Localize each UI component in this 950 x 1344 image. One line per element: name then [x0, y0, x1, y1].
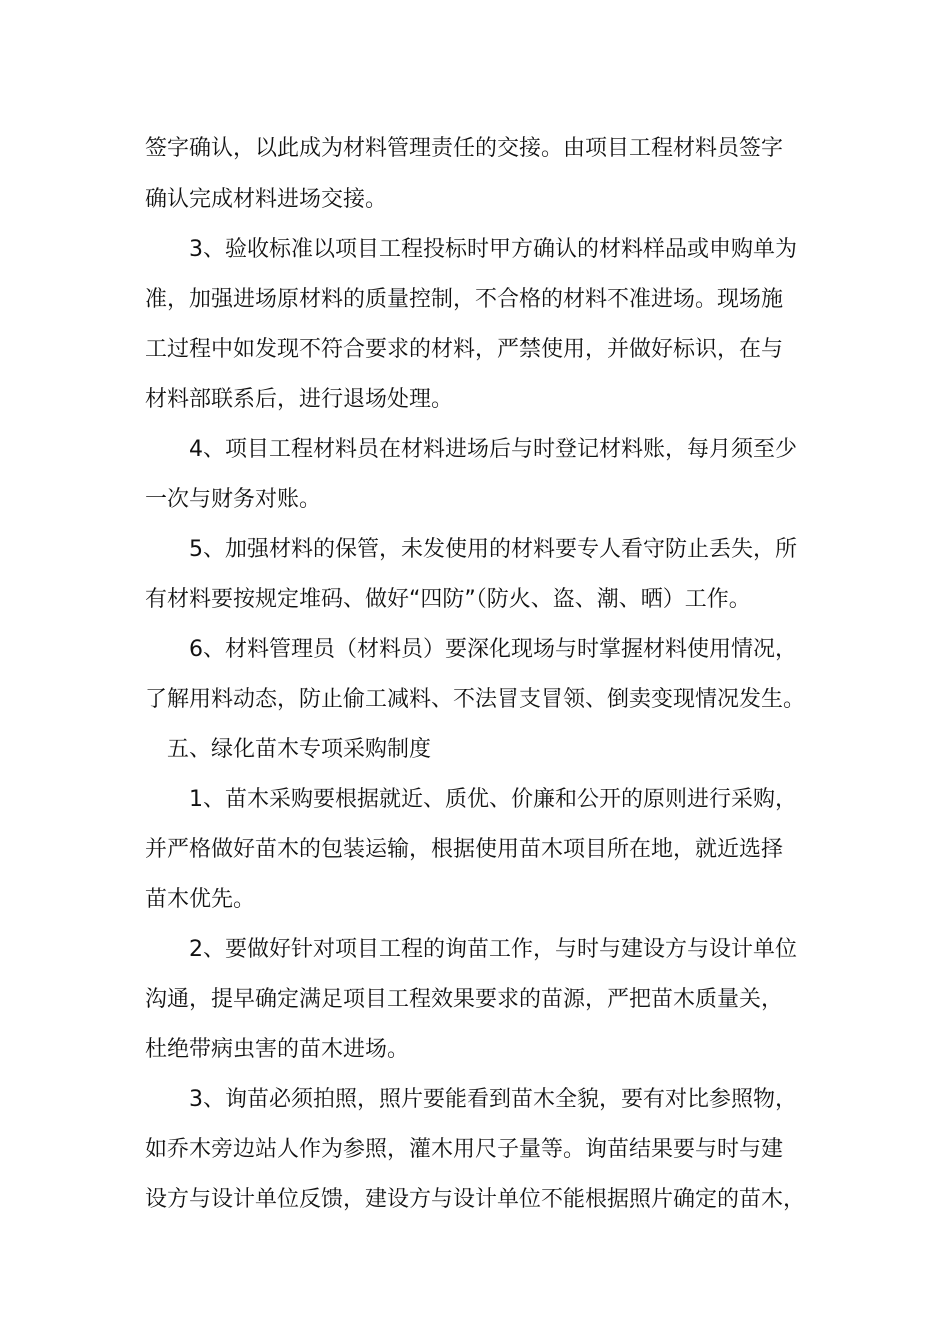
paragraph-line: 了解用料动态，防止偷工减料、不法冒支冒领、倒卖变现情况发生。: [145, 687, 806, 712]
paragraph-line: 4、项目工程材料员在材料进场后与时登记材料账，每月须至少: [189, 437, 797, 462]
paragraph-line: 3、验收标准以项目工程投标时甲方确认的材料样品或申购单为: [189, 237, 797, 262]
paragraph-line: 材料部联系后，进行退场处理。: [145, 387, 454, 412]
paragraph-line: 2、要做好针对项目工程的询苗工作，与时与建设方与设计单位: [189, 937, 797, 962]
paragraph-line: 工过程中如发现不符合要求的材料，严禁使用，并做好标识，在与: [145, 337, 784, 362]
paragraph-line: 3、询苗必须拍照，照片要能看到苗木全貌，要有对比参照物，: [189, 1087, 797, 1112]
paragraph-line: 设方与设计单位反馈，建设方与设计单位不能根据照片确定的苗木，: [145, 1187, 806, 1212]
paragraph-line: 苗木优先。: [145, 887, 256, 912]
paragraph-line: 一次与财务对账。: [145, 487, 322, 512]
paragraph-line: 沟通，提早确定满足项目工程效果要求的苗源，严把苗木质量关，: [145, 987, 784, 1012]
paragraph-line: 确认完成材料进场交接。: [145, 187, 388, 212]
paragraph-line: 如乔木旁边站人作为参照，灌木用尺子量等。询苗结果要与时与建: [145, 1137, 784, 1162]
paragraph-line: 签字确认，以此成为材料管理责任的交接。由项目工程材料员签字: [145, 136, 784, 161]
paragraph-line: 并严格做好苗木的包装运输，根据使用苗木项目所在地，就近选择: [145, 837, 784, 862]
paragraph-line: 5、加强材料的保管，未发使用的材料要专人看守防止丢失，所: [189, 537, 797, 562]
paragraph-line: 1、苗木采购要根据就近、质优、价廉和公开的原则进行采购，: [189, 787, 797, 812]
paragraph-line: 有材料要按规定堆码、做好“四防”（防火、盗、潮、晒）工作。: [145, 587, 751, 612]
paragraph-line: 杜绝带病虫害的苗木进场。: [145, 1037, 410, 1062]
paragraph-line: 准，加强进场原材料的质量控制，不合格的材料不准进场。现场施: [145, 287, 784, 312]
paragraph-line: 6、材料管理员（材料员）要深化现场与时掌握材料使用情况，: [189, 637, 797, 662]
section-heading: 五、绿化苗木专项采购制度: [167, 737, 432, 762]
